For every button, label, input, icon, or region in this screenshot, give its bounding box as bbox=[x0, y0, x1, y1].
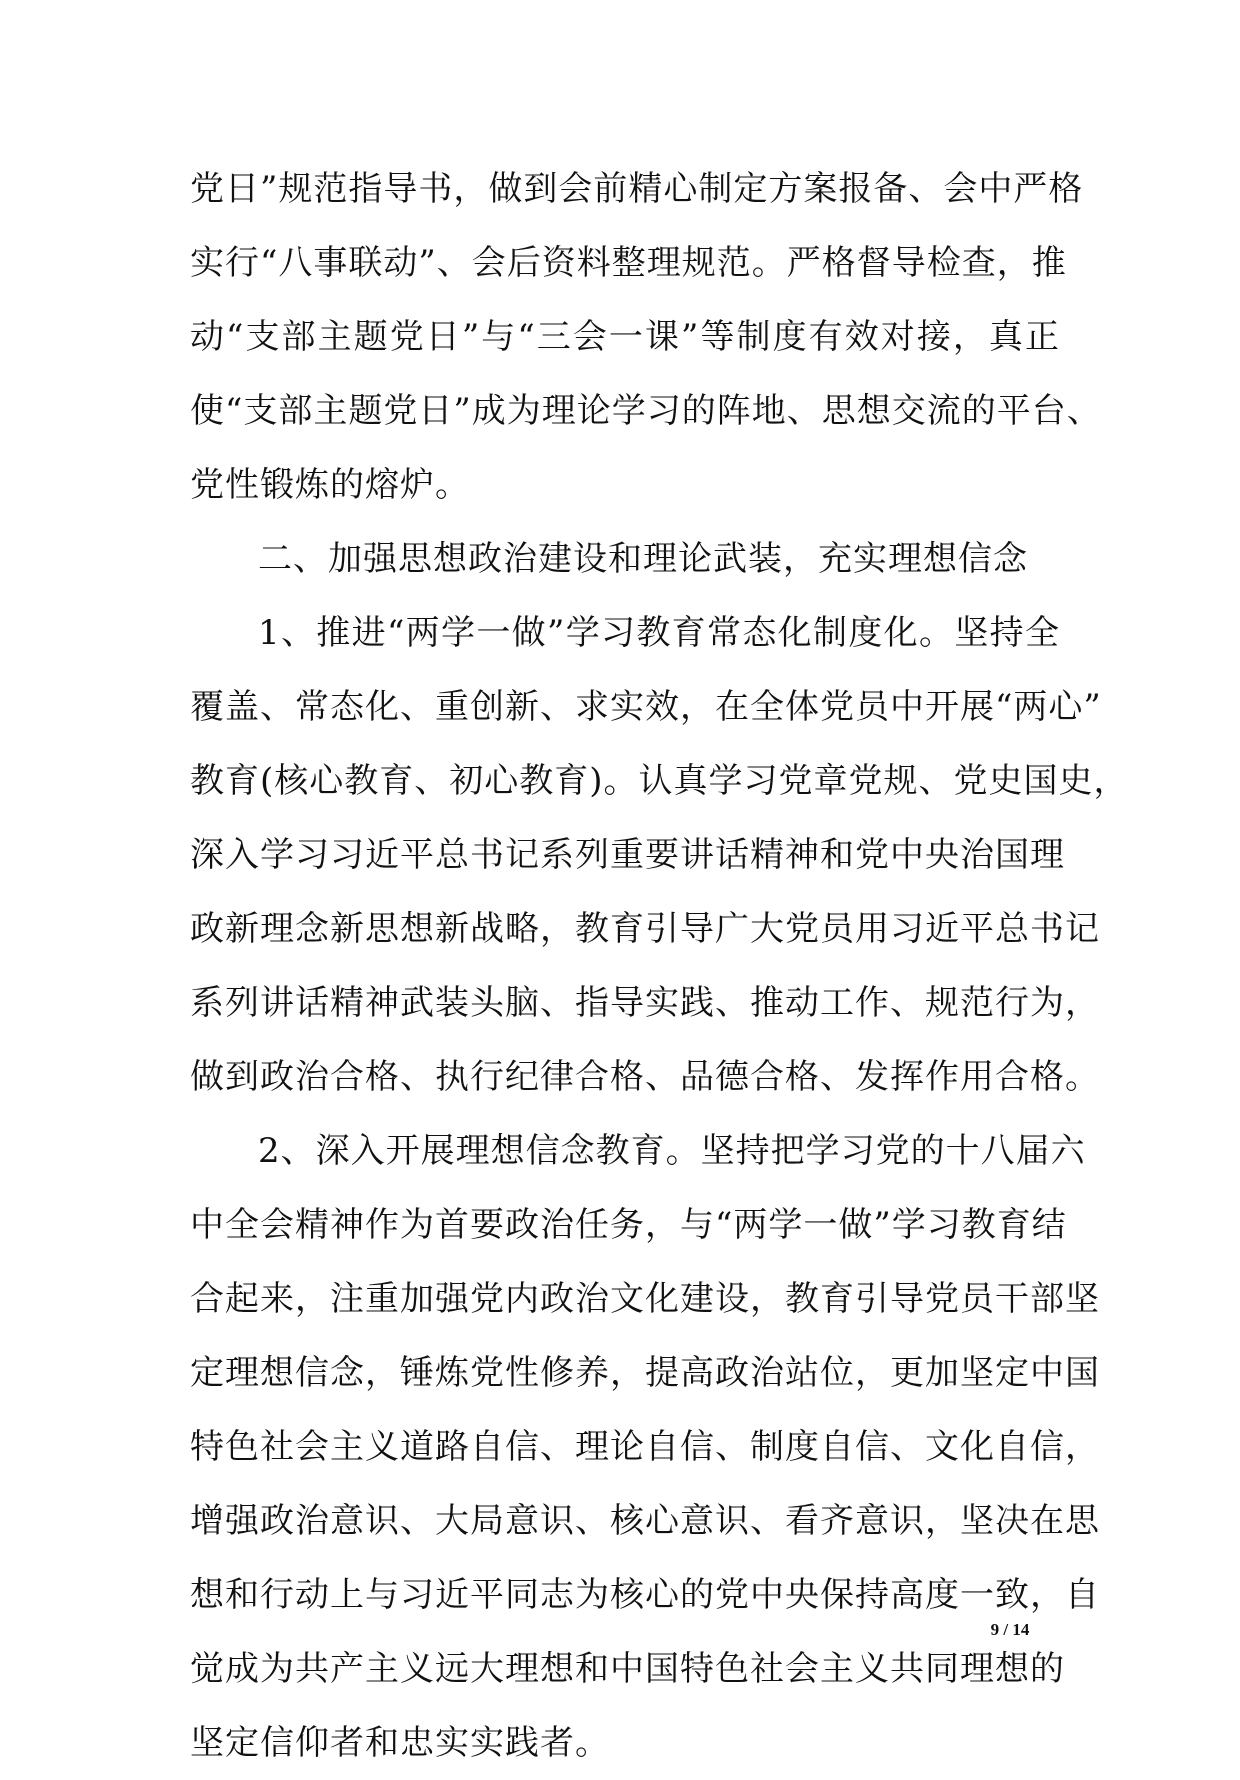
text-line: 2、深入开展理想信念教育。坚持把学习党的十八届六 bbox=[258, 1131, 1086, 1171]
text-line: 系列讲话精神武装头脑、指导实践、推动工作、规范行为， bbox=[190, 983, 1100, 1023]
text-line: 政新理念新思想新战略，教育引导广大党员用习近平总书记 bbox=[190, 909, 1100, 949]
text-line: 使“支部主题党日”成为理论学习的阵地、思想交流的平台、 bbox=[190, 391, 1102, 431]
page-number: 9 / 14 bbox=[990, 1620, 1030, 1639]
text-line: 教育(核心教育、初心教育)。认真学习党章党规、党史国史， bbox=[190, 761, 1129, 801]
text-line: 中全会精神作为首要政治任务，与“两学一做”学习教育结 bbox=[190, 1205, 1067, 1245]
text-line: 深入学习习近平总书记系列重要讲话精神和党中央治国理 bbox=[190, 835, 1065, 875]
text-line: 覆盖、常态化、重创新、求实效，在全体党员中开展“两心” bbox=[190, 687, 1102, 727]
text-line: 觉成为共产主义远大理想和中国特色社会主义共同理想的 bbox=[190, 1649, 1065, 1689]
text-line: 特色社会主义道路自信、理论自信、制度自信、文化自信， bbox=[190, 1427, 1100, 1467]
text-line: 想和行动上与习近平同志为核心的党中央保持高度一致，自 bbox=[190, 1575, 1100, 1615]
text-line: 动“支部主题党日”与“三会一课”等制度有效对接，真正 bbox=[190, 317, 1060, 357]
document-body bbox=[190, 152, 1129, 1780]
text-line: 实行“八事联动”、会后资料整理规范。严格督导检查，推 bbox=[190, 243, 1067, 283]
text-line: 增强政治意识、大局意识、核心意识、看齐意识，坚决在思 bbox=[190, 1501, 1100, 1541]
text-line: 合起来，注重加强党内政治文化建设，教育引导党员干部坚 bbox=[190, 1279, 1100, 1319]
paragraph-item-1 bbox=[190, 596, 1129, 1114]
heading-text: 二、加强思想政治建设和理论武装，充实理想信念 bbox=[258, 539, 1028, 579]
text-line: 定理想信念，锤炼党性修养，提高政治站位，更加坚定中国 bbox=[190, 1353, 1100, 1393]
text-line: 做到政治合格、执行纪律合格、品德合格、发挥作用合格。 bbox=[190, 1057, 1100, 1097]
text-line: 党日”规范指导书，做到会前精心制定方案报备、会中严格 bbox=[190, 169, 1084, 209]
section-heading bbox=[190, 522, 1060, 596]
text-line: 坚定信仰者和忠实实践者。 bbox=[190, 1723, 610, 1763]
text-line: 党性锻炼的熔炉。 bbox=[190, 465, 470, 505]
text-line: 1、推进“两学一做”学习教育常态化制度化。坚持全 bbox=[258, 613, 1060, 653]
paragraph-item-2 bbox=[190, 1114, 1100, 1780]
paragraph-continuation bbox=[190, 152, 1102, 522]
